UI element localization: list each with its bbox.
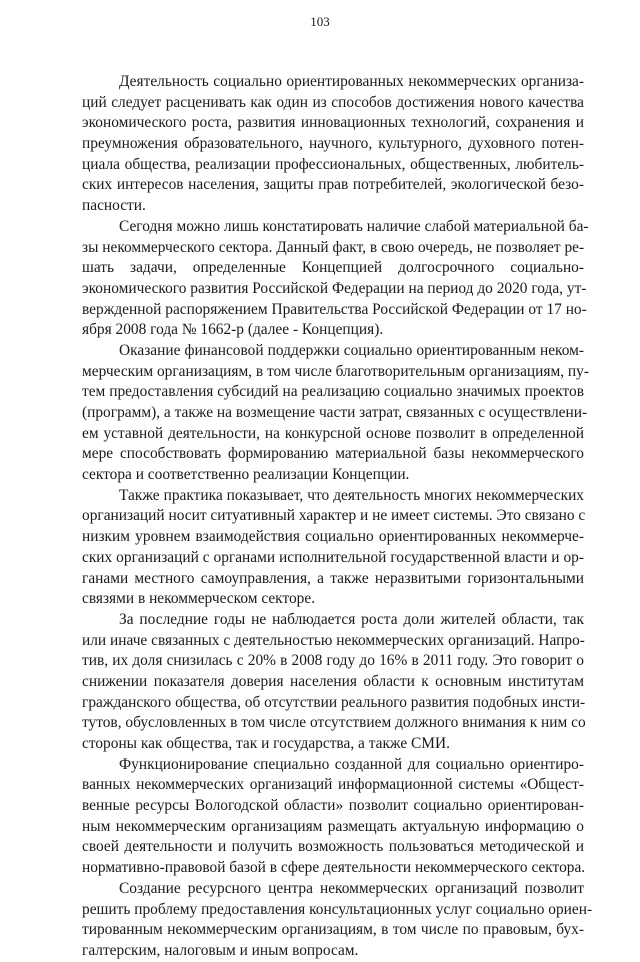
paragraph-2 <box>82 217 589 341</box>
text-line: тированным некоммерческим организациям, в том числе по правовым, бух- <box>82 921 584 939</box>
text-line: ября 2008 года № 1662-р (далее - Концепция). <box>82 321 384 339</box>
text-line: преумножения образовательного, научного, культурного, духовного потен- <box>82 135 584 153</box>
paragraph-3 <box>82 341 589 486</box>
text-line: (программ), а также на возмещение части затрат, связанных с осуществлени- <box>82 404 588 421</box>
text-line: сектора и соответственно реализации Концепции. <box>82 466 410 484</box>
text-line: ских организаций с органами исполнительной государственной власти и ор- <box>82 548 584 566</box>
paragraph-5 <box>82 610 584 755</box>
text-line: ным некоммерческим организациям размещать актуальную информацию о <box>82 817 584 835</box>
text-line: вержденной распоряжением Правительства Российской Федерации от 17 но- <box>82 300 587 318</box>
text-line: тутов, обусловленных в том числе отсутствием должного внимания к ним со <box>82 714 586 732</box>
text-line: ганами местного самоуправления, а также неразвитыми горизонтальными <box>82 569 584 587</box>
text-line: гражданского общества, об отсутствии реального развития подобных инсти- <box>82 693 586 711</box>
text-line: низким уровнем взаимодействия социально ориентированных некоммерче- <box>82 528 584 546</box>
text-line: стороны как общества, так и государства, а также СМИ. <box>82 735 450 752</box>
text-line: экономического роста, развития инновационных технологий, сохранения и <box>82 114 584 132</box>
paragraph-4 <box>82 486 584 610</box>
text-line: За последние годы не наблюдается роста доли жителей области, так <box>119 610 584 628</box>
text-line: ций следует расценивать как один из способов достижения нового качества <box>82 93 584 111</box>
paragraph-1 <box>82 72 584 217</box>
text-line: Сегодня можно лишь констатировать наличие слабой материальной ба- <box>119 217 589 235</box>
text-line: ем уставной деятельности, на конкурсной основе позволит в определенной <box>82 424 584 442</box>
text-line: Также практика показывает, что деятельность многих некоммерческих <box>119 486 584 504</box>
text-line: нормативно-правовой базой в сфере деятельности некоммерческого сектора. <box>82 859 586 877</box>
text-line: снижении показателя доверия населения области к основным институтам <box>82 672 584 690</box>
text-line: Оказание финансовой поддержки социально ориентированным неком- <box>119 341 584 359</box>
text-line: решить проблему предоставления консультационных услуг социально ориен- <box>82 900 593 918</box>
text-line: зы некоммерческого сектора. Данный факт, в свою очередь, не позволяет ре- <box>82 238 585 256</box>
text-line: тем предоставления субсидий на реализацию социально значимых проектов <box>82 383 584 401</box>
text-line: галтерским, налоговым и иным вопросам. <box>82 941 359 959</box>
text-line: ванных некоммерческих организаций информационной системы «Общест- <box>82 776 584 794</box>
paragraph-7 <box>82 879 593 962</box>
text-line: мерческим организациям, в том числе благотворительным организациям, пу- <box>82 362 589 380</box>
text-line: Функционирование специально созданной для социально ориентиро- <box>119 755 584 773</box>
text-line: пасности. <box>82 197 146 215</box>
paragraph-6 <box>82 755 584 879</box>
text-line: тив, их доля снизилась с 20% в 2008 году до 16% в 2011 году. Это говорит о <box>82 652 584 670</box>
text-line: экономического развития Российской Федерации на период до 2020 года, ут- <box>82 279 587 297</box>
text-line: ских интересов населения, защиты прав потребителей, экологической безо- <box>82 176 584 194</box>
text-line: своей деятельности и получить возможность пользоваться методической и <box>82 838 584 856</box>
text-line: Создание ресурсного центра некоммерческих организаций позволит <box>119 879 584 897</box>
page-number: 103 <box>310 14 330 29</box>
text-line: организаций носит ситуативный характер и не имеет системы. Это связано с <box>82 507 586 525</box>
text-line: или иначе связанных с деятельностью некоммерческих организаций. Напро- <box>82 631 585 649</box>
text-line: мере способствовать формированию материальной базы некоммерческого <box>82 445 584 463</box>
text-line: шать задачи, определенные Концепцией долгосрочного социально- <box>82 259 584 277</box>
text-line: связями в некоммерческом секторе. <box>82 590 316 608</box>
text-line: венные ресурсы Вологодской области» позволит социально ориентирован- <box>82 797 584 815</box>
text-line: циала общества, реализации профессиональных, общественных, любитель- <box>82 155 584 173</box>
document-body <box>82 72 593 962</box>
text-line: Деятельность социально ориентированных некоммерческих организа- <box>119 73 584 90</box>
